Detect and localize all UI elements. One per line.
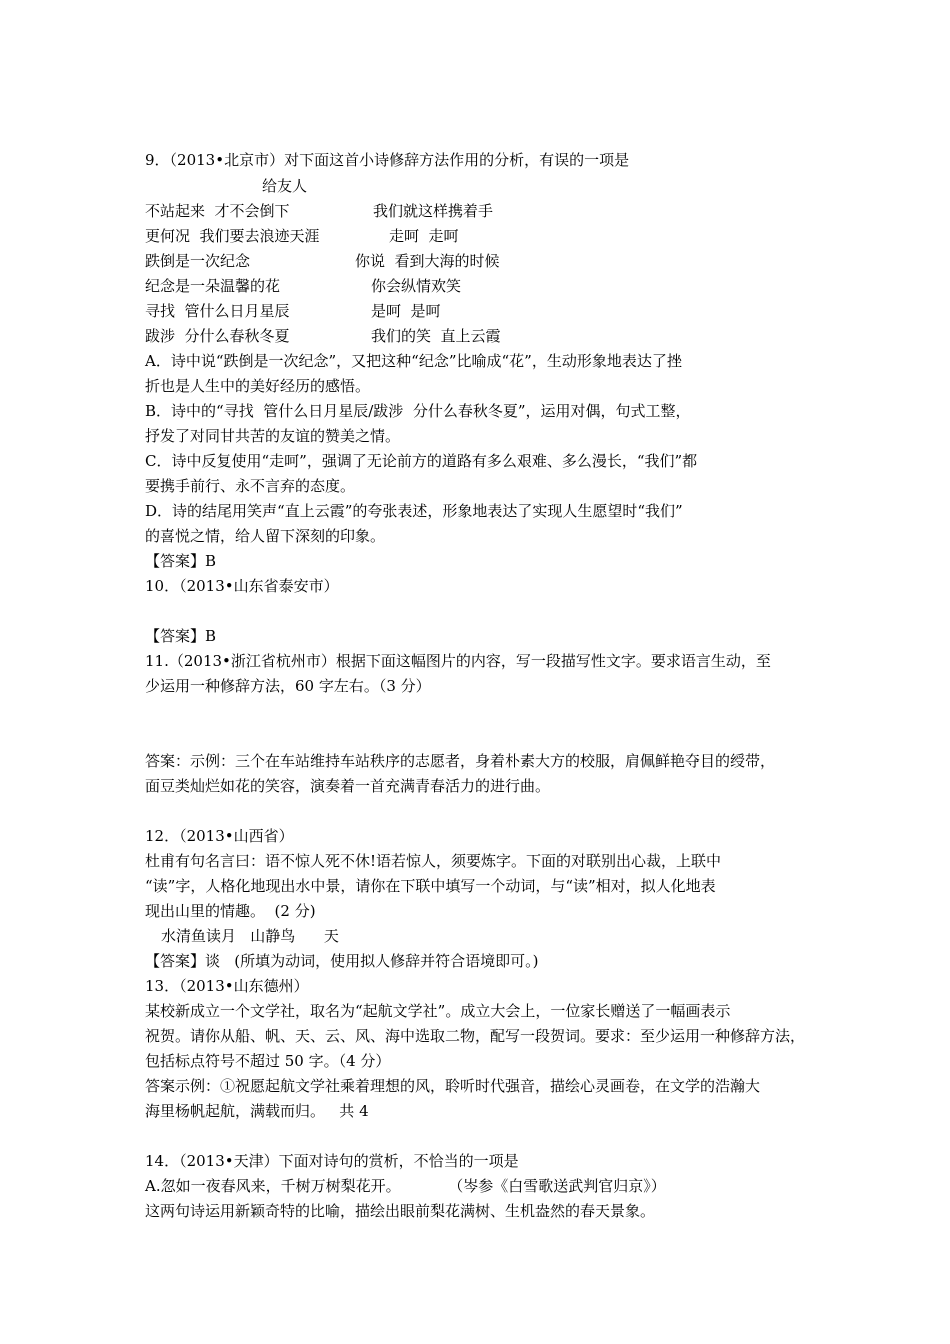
poem-left-line: 不站起来 才不会倒下: [145, 202, 290, 220]
poem-right-line: 我们的笑 直上云霞: [371, 327, 501, 345]
q9-option-d: D．诗的结尾用笑声“直上云霞”的夸张表述，形象地表达了实现人生愿望时“我们”: [145, 502, 683, 520]
poem-right-line: 你说 看到大海的时候: [355, 252, 500, 270]
q9-stem: 9．（2013•北京市）对下面这首小诗修辞方法作用的分析，有误的一项是: [145, 151, 630, 169]
q14-option-a-note: 这两句诗运用新颖奇特的比喻，描绘出眼前梨花满树、生机盎然的春天景象。: [145, 1202, 656, 1220]
q12-body: 现出山里的情趣。 (2 分): [145, 902, 316, 920]
q9-option-c-cont: 要携手前行、永不言弃的态度。: [145, 477, 356, 495]
q9-option-b: B．诗中的“寻找 管什么日月星辰/跋涉 分什么春秋冬夏”，运用对偶，句式工整，: [145, 402, 691, 420]
q12-stem: 12．（2013•山西省）: [145, 827, 294, 845]
q13-stem: 13．（2013•山东德州）: [145, 977, 309, 995]
q11-answer-cont: 面豆类灿烂如花的笑容，演奏着一首充满青春活力的进行曲。: [145, 777, 551, 795]
q11-stem-cont: 少运用一种修辞方法，60 字左右。（3 分）: [145, 677, 431, 695]
q11-answer: 答案：示例：三个在车站维持车站秩序的志愿者，身着朴素大方的校服，肩佩鲜艳夺目的绶带，: [145, 752, 776, 770]
poem-title: 给友人: [262, 177, 308, 195]
q12-body: “读”字，人格化地现出水中景，请你在下联中填写一个动词，与“读”相对，拟人化地表: [145, 877, 716, 895]
q9-answer: 【答案】B: [145, 552, 217, 570]
q10-answer: 【答案】B: [145, 627, 217, 645]
poem-right-line: 是呵 是呵: [371, 302, 441, 320]
poem-left-line: 跌倒是一次纪念: [145, 252, 251, 270]
poem-right-line: 你会纵情欢笑: [371, 277, 462, 295]
q13-body: 祝贺。请你从船、帆、天、云、风、海中选取二物，配写一段贺词。要求：至少运用一种修辞方法，: [145, 1027, 806, 1045]
q9-option-d-cont: 的喜悦之情，给人留下深刻的印象。: [145, 527, 386, 545]
q11-stem: 11.（2013•浙江省杭州市）根据下面这幅图片的内容，写一段描写性文字。要求语言生动，至: [145, 652, 771, 670]
q12-body: 杜甫有句名言曰：语不惊人死不休!语若惊人，须要炼字。下面的对联别出心裁，上联中: [145, 852, 722, 870]
q9-option-c: C．诗中反复使用“走呵”，强调了无论前方的道路有多么艰难、多么漫长，“我们”都: [145, 452, 698, 470]
q13-answer-cont: 海里杨帆起航，满载而归。 共 4: [145, 1102, 369, 1120]
q13-answer: 答案示例：①祝愿起航文学社乘着理想的风，聆听时代强音，描绘心灵画卷，在文学的浩瀚大: [145, 1077, 761, 1095]
poem-right-line: 走呵 走呵: [389, 227, 459, 245]
q9-option-a: A．诗中说“跌倒是一次纪念”，又把这种“纪念”比喻成“花”，生动形象地表达了挫: [145, 352, 682, 370]
q9-option-a-cont: 折也是人生中的美好经历的感悟。: [145, 377, 371, 395]
poem-left-line: 纪念是一朵温馨的花: [145, 277, 281, 295]
q13-body: 包括标点符号不超过 50 字。（4 分）: [145, 1052, 391, 1070]
poem-left-line: 更何况 我们要去浪迹天涯: [145, 227, 320, 245]
q12-answer: 【答案】谈 (所填为动词，使用拟人修辞并符合语境即可。): [145, 952, 539, 970]
q12-couplet: 水清鱼读月 山静鸟 天: [161, 927, 339, 945]
q10-stem: 10．（2013•山东省泰安市）: [145, 577, 339, 595]
poem-left-line: 寻找 管什么日月星辰: [145, 302, 290, 320]
q14-stem: 14．（2013•天津）下面对诗句的赏析，不恰当的一项是: [145, 1152, 519, 1170]
poem-right-line: 我们就这样携着手: [373, 202, 494, 220]
q14-option-a: A.忽如一夜春风来，千树万树梨花开。 （岑参《白雪歌送武判官归京》）: [145, 1177, 666, 1195]
q9-option-b-cont: 抒发了对同甘共苦的友谊的赞美之情。: [145, 427, 401, 445]
poem-left-line: 跋涉 分什么春秋冬夏: [145, 327, 290, 345]
q13-body: 某校新成立一个文学社，取名为“起航文学社”。成立大会上，一位家长赠送了一幅画表示: [145, 1002, 731, 1020]
